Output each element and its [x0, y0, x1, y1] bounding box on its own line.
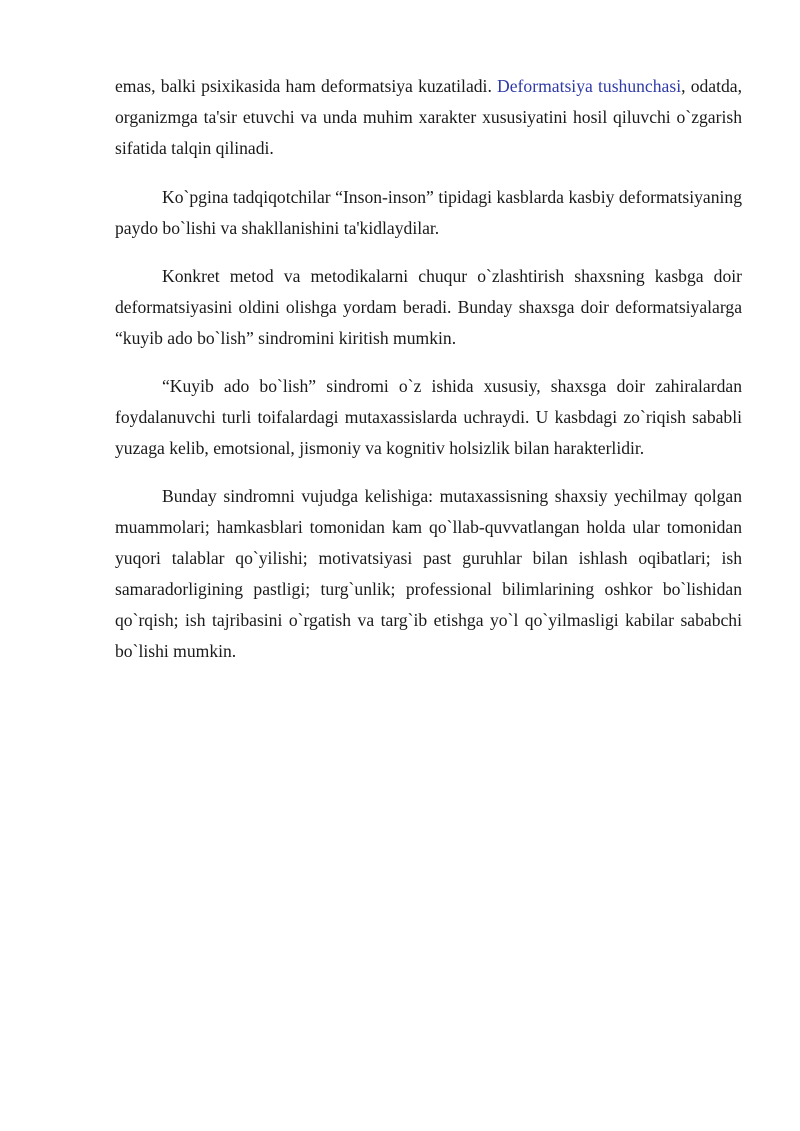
paragraph-1 — [115, 71, 742, 164]
paragraph-3: Konkret metod va metodikalarni chuqur o`zlashtirish shaxsning kasbga doir deformatsiyasini oldini olishga yordam beradi. Bunday shaxsga doir deformatsiyalarga “kuyib ado bo`lish” sindromini kiritish mumkin. — [115, 266, 742, 348]
paragraph-5: Bunday sindromni vujudga kelishiga: mutaxassisning shaxsiy yechilmay qolgan muammolari; hamkasblari tomonidan kam qo`llab-quvvatlangan holda ular tomonidan yuqori talablar qo`yilishi; motivatsiyasi past guruhlar bilan ishlash oqibatlari; ish samaradorligining pastligi; turg`unlik; professional bilimlarining oshkor bo`lishidan qo`rqish; ish tajribasini o`rgatish va targ`ib etishga yo`l qo`yilmasligi kabilar sababchi bo`lishi mumkin. — [115, 486, 742, 661]
paragraph-1-text-before: emas, balki psixikasida ham deformatsiya kuzatiladi. — [115, 76, 498, 96]
document-body — [115, 71, 742, 684]
paragraph-2: Ko`pgina tadqiqotchilar “Inson-inson” tipidagi kasblarda kasbiy deformatsiyaning paydo bo`lishi va shakllanishini ta'kidlaydilar. — [115, 187, 742, 238]
deformatsiya-tushunchasi-link[interactable]: Deformatsiya tushunchasi — [497, 76, 682, 96]
paragraph-4: “Kuyib ado bo`lish” sindromi o`z ishida xususiy, shaxsga doir zahiralardan foydalanuvchi turli toifalardagi mutaxassislarda uchraydi. U kasbdagi zo`riqish sababli yuzaga kelib, emotsional, jismoniy va kognitiv holsizlik bilan harakterlidir. — [115, 376, 742, 458]
paragraph-1-text-after: , odatda, organizmga ta'sir etuvchi va unda muhim xarakter xususiyatini hosil qiluvchi o`zgarish sifatida talqin qilinadi. — [115, 76, 742, 158]
